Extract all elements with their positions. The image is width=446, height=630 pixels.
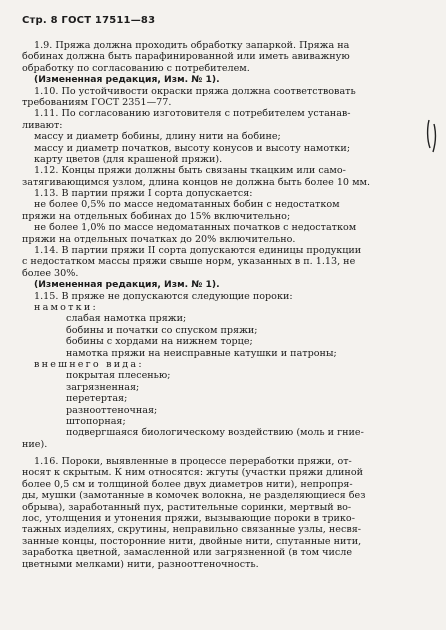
text-line: внешнего вида: xyxy=(34,358,144,370)
text-line: намотки: xyxy=(34,301,98,313)
text-line: не более 1,0% по массе недоматанных початков с недостатком xyxy=(34,222,357,234)
document-body xyxy=(22,40,400,570)
text-line: 1.16. Пороки, выявленные в процессе переработки пряжи, от- xyxy=(34,456,352,468)
text-line: карту цветов (для крашеной пряжи). xyxy=(34,153,223,165)
text-line: затягивающимся узлом, длина концов не должна быть более 10 мм. xyxy=(22,176,371,188)
text-line: разнооттеночная; xyxy=(66,404,158,416)
revision-note: (Измененная редакция, Изм. № 1). xyxy=(34,279,220,291)
text-line: 1.9. Пряжа должна проходить обработку запаркой. Пряжа на xyxy=(34,40,350,51)
text-line: бобины с хордами на нижнем торце; xyxy=(66,336,253,348)
text-line: массу и диаметр бобины, длину нити на бобине; xyxy=(34,131,281,143)
text-line: занные концы, посторонние нити, двойные нити, спутанные нити, xyxy=(22,535,362,547)
text-line: слабая намотка пряжи; xyxy=(66,313,187,325)
revision-note: (Измененная редакция, Изм. № 1). xyxy=(34,74,220,86)
text-line: ние). xyxy=(22,438,48,450)
text-line: носят к скрытым. К ним относятся: жгуты (участки пряжи длиной xyxy=(22,467,363,479)
text-line: пряжи на отдельных початках до 20% включительно. xyxy=(22,233,296,245)
text-line: намотка пряжи на неисправные катушки и патроны; xyxy=(66,347,337,359)
text-line: заработка цветной, замасленной или загрязненной (в том числе xyxy=(22,547,353,559)
text-line: с недостатком массы пряжи свыше норм, указанных в п. 1.13, не xyxy=(22,256,356,268)
text-line: обрыва), заработанный пух, растительные соринки, мертвый во- xyxy=(22,501,352,513)
text-line: загрязненная; xyxy=(66,381,140,393)
text-line: 1.11. По согласованию изготовителя с потребителем устанав- xyxy=(34,108,351,120)
text-line: бобинах должна быть парафинированной или иметь авиважную xyxy=(22,51,350,63)
text-line: более 30%. xyxy=(22,267,79,279)
text-line: 1.10. По устойчивости окраски пряжа должна соответствовать xyxy=(34,85,356,97)
page-header: Стр. 8 ГОСТ 17511—83 xyxy=(22,15,156,26)
text-line: 1.14. В партии пряжи II сорта допускаются единицы продукции xyxy=(34,245,362,257)
text-line: покрытая плесенью; xyxy=(66,370,171,382)
text-line: массу и диаметр початков, высоту конусов и высоту намотки; xyxy=(34,142,351,154)
text-line: 1.13. В партии пряжи I сорта допускается: xyxy=(34,188,253,200)
text-line: 1.15. В пряже не допускаются следующие пороки: xyxy=(34,290,293,302)
text-line: ливают: xyxy=(22,119,63,131)
text-line: пряжи на отдельных бобинах до 15% включительно; xyxy=(22,210,291,222)
text-line: ды, мушки (замотанные в комочек волокна, не разделяющиеся без xyxy=(22,490,366,502)
text-line: требованиям ГОСТ 2351—77. xyxy=(22,96,172,108)
text-line: более 0,5 см и толщиной более двух диаметров нити), непропря- xyxy=(22,478,353,490)
text-line: не более 0,5% по массе недоматанных бобин с недостатком xyxy=(34,199,340,211)
text-line: обработку по согласованию с потребителем. xyxy=(22,62,250,74)
text-line: перетертая; xyxy=(66,393,128,405)
text-line: тажных изделиях, скрутины, неправильно связанные узлы, несвя- xyxy=(22,524,362,536)
text-line: подвергшаяся биологическому воздействию (моль и гние- xyxy=(66,427,364,439)
text-line: бобины и початки со спуском пряжи; xyxy=(66,324,258,336)
text-line: лос, утолщения и утонения пряжи, вызывающие пороки в трико- xyxy=(22,513,355,525)
text-line: цветными мелками) нити, разнооттеночность. xyxy=(22,558,259,570)
text-line: штопорная; xyxy=(66,415,126,427)
text-line: 1.12. Концы пряжи должны быть связаны ткацким или само- xyxy=(34,165,346,177)
margin-mark-icon xyxy=(426,118,438,154)
